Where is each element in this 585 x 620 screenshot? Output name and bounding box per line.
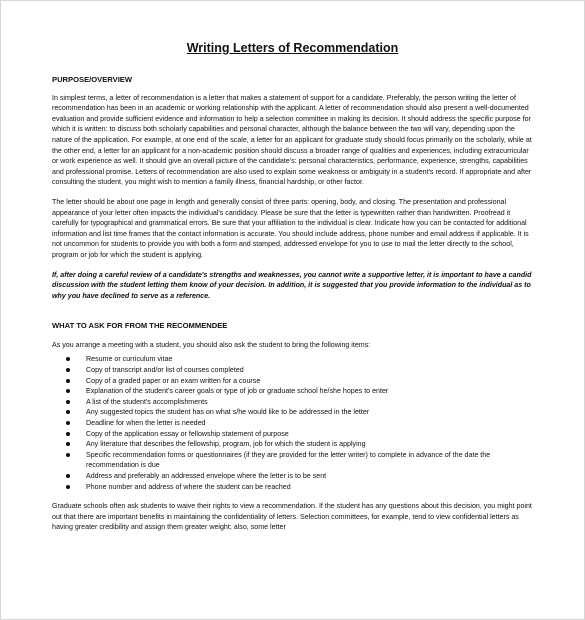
- document-body: [52, 75, 532, 533]
- bullet-icon: [66, 421, 70, 425]
- bullet-icon: [66, 389, 70, 393]
- list-item: Explanation of the student's career goals or type of job or graduate school he/she hopes to enter: [66, 386, 532, 397]
- bullet-icon: [66, 400, 70, 404]
- bullet-icon: [66, 368, 70, 372]
- paragraph-format: The letter should be about one page in length and generally consist of three parts: opening, body, and closing. The presentation and professional appearance of your letter often impacts the individual's candidacy. Please be sure that the letter is typewritten rather than handwritten. Proofread it carefully for typographical and grammatical errors. Be sure that your affiliation to the individual is clear. Indicate how you can be contacted for additional information and list time frames that the contact information is accurate. You should include address, phone number and email address if applicable. It is not uncommon for students to provide you with both a form and stamped, addressed envelope for you to use to mail the letter directly to the school, program or job for which the student is applying.: [52, 197, 529, 259]
- list-item: Copy of transcript and/or list of courses completed: [66, 365, 532, 376]
- list-item: Deadline for when the letter is needed: [66, 418, 532, 429]
- section-heading-purpose: PURPOSE/OVERVIEW: [52, 75, 133, 84]
- list-item: A list of the student's accomplishments: [66, 397, 532, 408]
- list-item: Copy of a graded paper or an exam written for a course: [66, 376, 532, 387]
- bullet-icon: [66, 442, 70, 446]
- paragraph-overview: In simplest terms, a letter of recommendation is a letter that makes a statement of support for a candidate. Preferably, the person writing the letter of recommendation has been in an academic or working relationship with the applicant. A letter of recommendation should also present a well-documented evaluation and provide sufficient evidence and information to help a selection committee in making its decision. It should address the specific purpose for which it is written: to discuss both scholarly capabilities and personal character, although the balance between the two will vary, depending upon the nature of the application. For example, at one end of the scale, a letter for an applicant for graduate study should focus primarily on the scholarly, while at the other end, a letter for an applicant for a non-academic position should discuss a broader range of qualities and experiences, including extracurricular or work experience as well. It should give an overall picture of the candidate's: personal characteristics, performance, experience, strengths, capabilities and professional promise. Letters of recommendation are also used to explain some weakness or ambiguity in a student's record. If appropriate and after consulting the student, you might wish to mention a family illness, financial hardship, or other factor.: [52, 93, 532, 187]
- list-item: Specific recommendation forms or questionnaires (if they are provided for the letter writer) to complete in advance of the date the recommendation is due: [66, 450, 532, 471]
- list-item: Phone number and address of where the student can be reached: [66, 482, 532, 493]
- bullet-icon: [66, 410, 70, 414]
- bullet-icon: [66, 474, 70, 478]
- section-heading-recommendee: WHAT TO ASK FOR FROM THE RECOMMENDEE: [52, 321, 228, 331]
- list-item: Copy of the application essay or fellowship statement of purpose: [66, 429, 532, 440]
- bullet-icon: [66, 453, 70, 457]
- items-list: [52, 354, 532, 492]
- list-item: Any suggested topics the student has on what s/he would like to be addressed in the letter: [66, 407, 532, 418]
- list-item: Resume or curriculum vitae: [66, 354, 532, 365]
- bullet-icon: [66, 357, 70, 361]
- paragraph-confidentiality: Graduate schools often ask students to waive their rights to view a recommendation. If the student has any questions about this decision, you might point out that there are important benefits in maintaining the confidentiality of letters. Selection committees, for example, tend to view confidential letters as having greater credibility and assign them greater weight; also, some letter: [52, 502, 532, 532]
- list-item: Address and preferably an addressed envelope where the letter is to be sent: [66, 471, 532, 482]
- bullet-icon: [66, 485, 70, 489]
- bullet-icon: [66, 379, 70, 383]
- list-item: Any literature that describes the fellowship, program, job for which the student is applying: [66, 439, 532, 450]
- paragraph-decline: If, after doing a careful review of a candidate's strengths and weaknesses, you cannot write a supportive letter, it is important to have a candid discussion with the student letting them know of your decision. In addition, it is suggested that you provide information to the individual as to why you have declined to serve as a reference.: [52, 270, 532, 300]
- document-title: Writing Letters of Recommendation: [186, 41, 399, 55]
- list-intro: As you arrange a meeting with a student, you should also ask the student to bring the following items:: [52, 340, 371, 349]
- bullet-icon: [66, 432, 70, 436]
